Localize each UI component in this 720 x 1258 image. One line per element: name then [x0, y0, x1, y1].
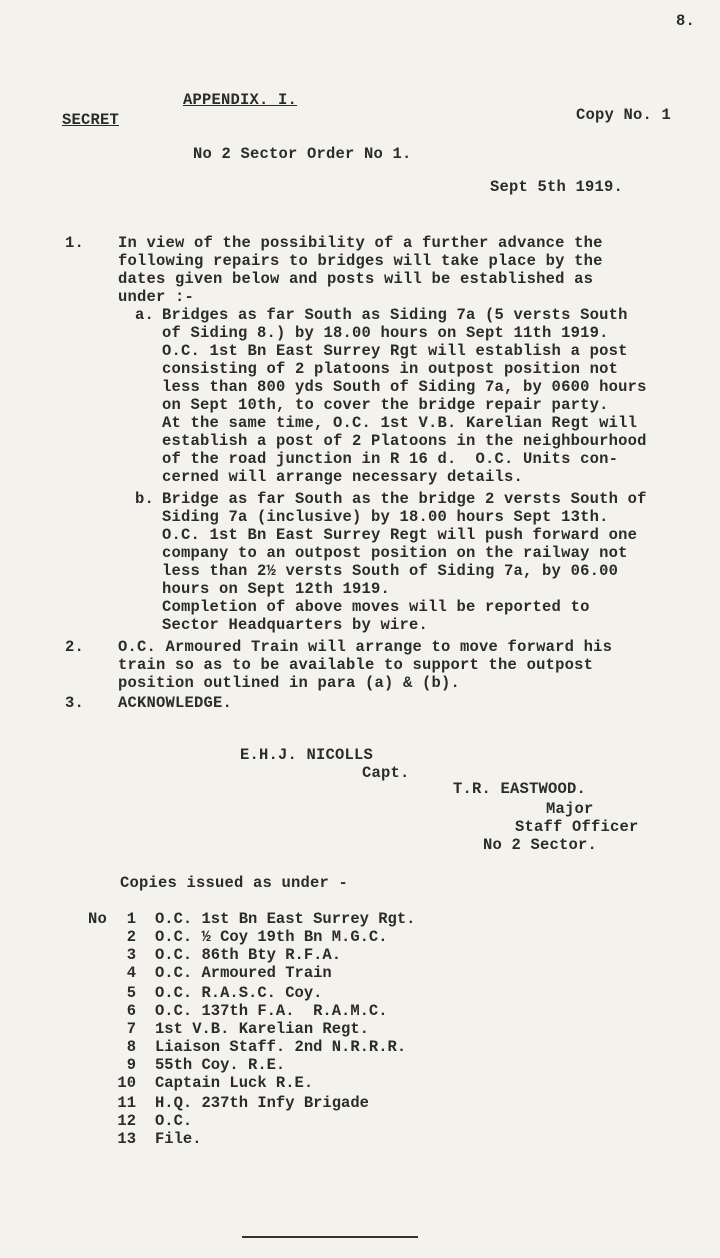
order-title: No 2 Sector Order No 1.: [193, 145, 412, 163]
copy-entry-recipient: O.C. 137th F.A. R.A.M.C.: [155, 1002, 388, 1020]
copy-entry-recipient: Liaison Staff. 2nd N.R.R.R.: [155, 1038, 407, 1056]
para-1a-line-7: At the same time, O.C. 1st V.B. Karelian Regt will: [162, 414, 638, 432]
copies-no-label: No: [88, 910, 108, 928]
para-1-line-3: dates given below and posts will be established as: [118, 270, 594, 288]
para-1b-line-1: Bridge as far South as the bridge 2 versts South of: [162, 490, 647, 508]
copy-entry-recipient: O.C. R.A.S.C. Coy.: [155, 984, 323, 1002]
copy-entry-recipient: O.C.: [155, 1112, 193, 1130]
para-1-line-2: following repairs to bridges will take place by the: [118, 252, 603, 270]
para-1b-letter: b.: [135, 490, 155, 508]
para-3-number: 3.: [65, 694, 85, 712]
para-2-line-1: O.C. Armoured Train will arrange to move forward his: [118, 638, 613, 656]
copy-entry-recipient: Captain Luck R.E.: [155, 1074, 314, 1092]
para-2-line-3: position outlined in para (a) & (b).: [118, 674, 461, 692]
copy-entry-number: 1: [126, 910, 136, 928]
para-1a-line-8: establish a post of 2 Platoons in the neighbourhood: [162, 432, 647, 450]
signatory-2-rank: Major: [546, 800, 594, 818]
copy-entry-number: 3: [126, 946, 136, 964]
copy-number: Copy No. 1: [576, 106, 672, 124]
para-1a-line-9: of the road junction in R 16 d. O.C. Units con-: [162, 450, 619, 468]
signatory-2-unit: No 2 Sector.: [483, 836, 598, 854]
para-2-line-2: train so as to be available to support the outpost: [118, 656, 594, 674]
copy-entry-number: 7: [126, 1020, 136, 1038]
secret-label: SECRET: [62, 111, 120, 129]
para-3-text: ACKNOWLEDGE.: [118, 694, 233, 712]
para-1a-letter: a.: [135, 306, 155, 324]
para-1a-line-2: of Siding 8.) by 18.00 hours on Sept 11th 1919.: [162, 324, 609, 342]
copy-entry-number: 6: [126, 1002, 136, 1020]
copy-entry-number: 10: [117, 1074, 136, 1092]
para-1a-line-3: O.C. 1st Bn East Surrey Rgt will establish a post: [162, 342, 628, 360]
para-1b-line-2: Siding 7a (inclusive) by 18.00 hours Sept 13th.: [162, 508, 609, 526]
para-1b-line-3: O.C. 1st Bn East Surrey Regt will push forward one: [162, 526, 638, 544]
copy-entry-number: 2: [126, 928, 136, 946]
order-date: Sept 5th 1919.: [490, 178, 624, 196]
appendix-title: APPENDIX. I.: [183, 91, 298, 109]
page-number: 8.: [676, 12, 696, 30]
para-1a-line-6: on Sept 10th, to cover the bridge repair party.: [162, 396, 609, 414]
copy-entry-recipient: H.Q. 237th Infy Brigade: [155, 1094, 369, 1112]
para-1b-line-7: Completion of above moves will be reported to: [162, 598, 590, 616]
copy-entry-number: 11: [117, 1094, 136, 1112]
copy-entry-number: 9: [126, 1056, 136, 1074]
para-1b-line-8: Sector Headquarters by wire.: [162, 616, 429, 634]
signatory-2-name: T.R. EASTWOOD.: [453, 780, 587, 798]
para-1a-line-4: consisting of 2 platoons in outpost position not: [162, 360, 619, 378]
signatory-2-role: Staff Officer: [515, 818, 639, 836]
copy-entry-recipient: O.C. ½ Coy 19th Bn M.G.C.: [155, 928, 388, 946]
para-2-number: 2.: [65, 638, 85, 656]
para-1-line-1: In view of the possibility of a further advance the: [118, 234, 603, 252]
copy-entry-recipient: O.C. Armoured Train: [155, 964, 332, 982]
para-1b-line-5: less than 2½ versts South of Siding 7a, by 06.00: [162, 562, 619, 580]
para-1a-line-5: less than 800 yds South of Siding 7a, by 0600 hours: [162, 378, 647, 396]
copy-entry-number: 8: [126, 1038, 136, 1056]
para-1b-line-6: hours on Sept 12th 1919.: [162, 580, 391, 598]
copy-entry-recipient: O.C. 1st Bn East Surrey Rgt.: [155, 910, 416, 928]
copies-heading: Copies issued as under -: [120, 874, 349, 892]
copy-entry-recipient: File.: [155, 1130, 202, 1148]
copy-entry-number: 13: [117, 1130, 136, 1148]
para-1a-line-1: Bridges as far South as Siding 7a (5 versts South: [162, 306, 628, 324]
copy-entry-number: 5: [126, 984, 136, 1002]
copy-entry-number: 12: [117, 1112, 136, 1130]
signatory-1-name: E.H.J. NICOLLS: [240, 746, 374, 764]
signatory-1-rank: Capt.: [362, 764, 410, 782]
para-1a-line-10: cerned will arrange necessary details.: [162, 468, 524, 486]
para-1-line-4: under :-: [118, 288, 195, 306]
copy-entry-recipient: 1st V.B. Karelian Regt.: [155, 1020, 369, 1038]
copy-entry-recipient: O.C. 86th Bty R.F.A.: [155, 946, 342, 964]
para-1b-line-4: company to an outpost position on the railway not: [162, 544, 628, 562]
copy-entry-number: 4: [126, 964, 136, 982]
copy-entry-recipient: 55th Coy. R.E.: [155, 1056, 286, 1074]
para-1-number: 1.: [65, 234, 85, 252]
closing-rule: [242, 1236, 418, 1238]
